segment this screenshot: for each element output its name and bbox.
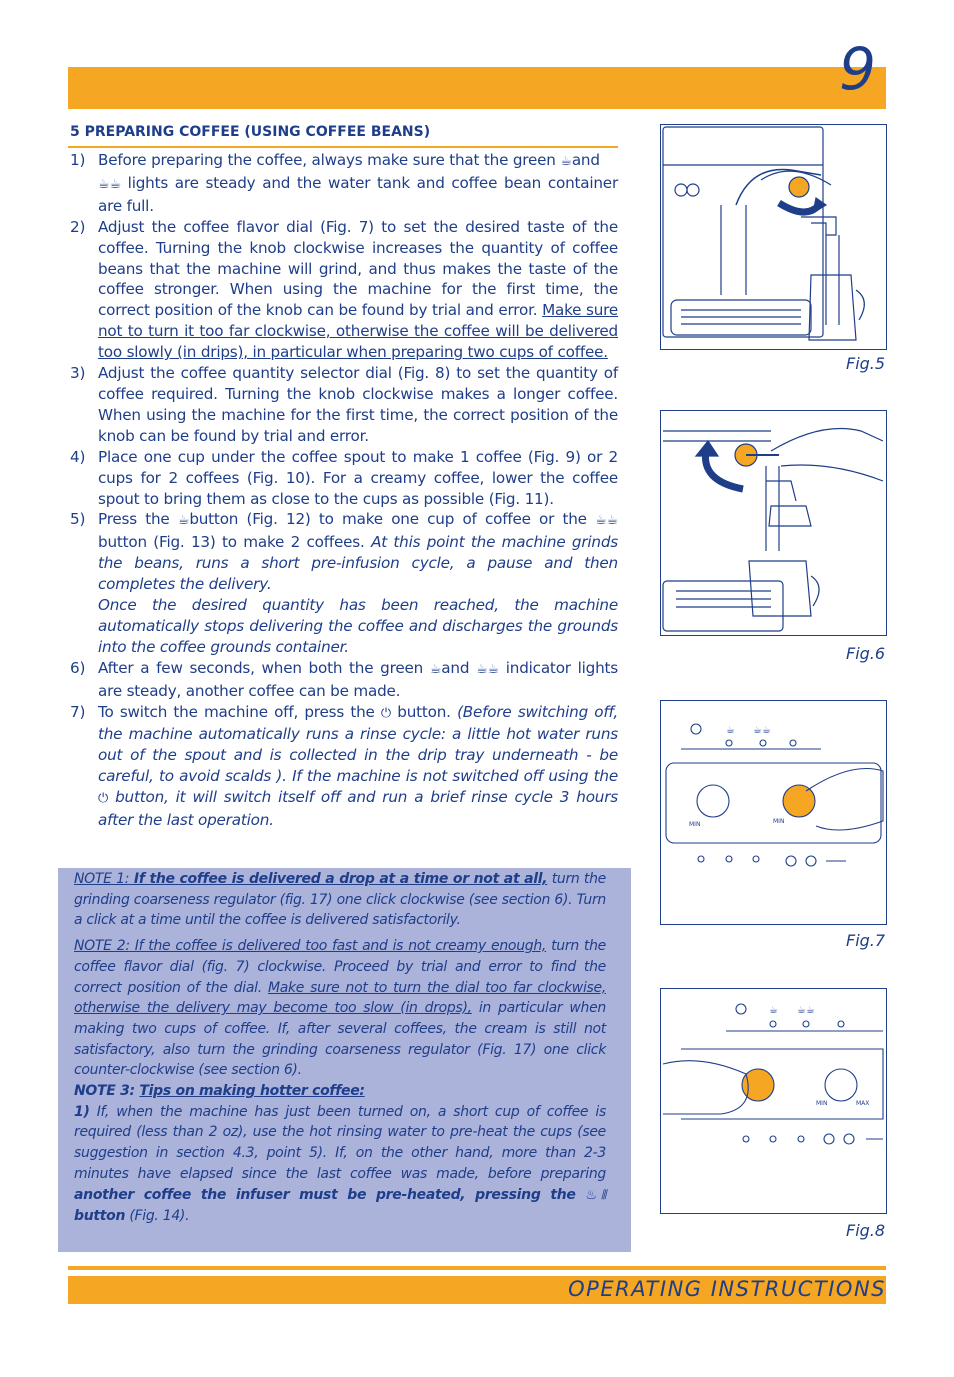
power-icon: ⏻ (98, 791, 109, 807)
step-4: 4) Place one cup under the coffee spout to make 1 coffee (Fig. 9) or 2 cups for 2 coffees (Fig. 10). For a creamy coffee, lower the coffee spout to bring them as close to the cups as possible (Fig. 11). (70, 447, 618, 508)
step-5: 5) Press the ☕button (Fig. 12) to make one cup of coffee or the ☕☕ button (Fig. 13) to make 2 coffees. At this point the machine grinds the beans, runs a short pre-infusion cycle, a pause and then completes the delivery. Once the desired quantity has been reached, the machine automatically stops delivering the coffee and discharges the grounds into the coffee grounds container. (70, 510, 618, 656)
footer-title: OPERATING INSTRUCTIONS (568, 1277, 886, 1301)
two-cups-icon: ☕☕ (476, 661, 499, 677)
two-cups-icon: ☕☕ (98, 176, 121, 192)
svg-text:☕: ☕ (769, 1005, 778, 1016)
figure-8-illustration (660, 988, 887, 1214)
svg-text:MIN: MIN (816, 1100, 828, 1107)
svg-text:☕: ☕ (726, 725, 735, 736)
header-bar (68, 67, 886, 109)
one-cup-icon: ☕ (429, 661, 442, 677)
figure-6-illustration (660, 410, 887, 636)
figure-6-label: Fig.6 (846, 644, 886, 663)
step-3: 3) Adjust the coffee quantity selector dial (Fig. 8) to set the quantity of coffee required. Turning the knob clockwise makes a longer coffee. When using the machine for the first time, the correct position of the knob can be found by trial and error. (70, 364, 618, 445)
instructions-body (70, 150, 618, 831)
svg-text:MIN: MIN (773, 818, 785, 825)
notes-text (74, 869, 606, 1232)
one-cup-icon: ☕ (177, 513, 190, 529)
figure-5-label: Fig.5 (846, 354, 886, 373)
footer-rule (68, 1266, 886, 1270)
step-2: 2) Adjust the coffee flavor dial (Fig. 7) to set the desired taste of the coffee. Turning the knob clockwise increases the quantity of coffee beans that the machine will grind, and thus makes the taste of the coffee stronger. When using the machine for the first time, the correct position of the knob can be found by trial and error. Make sure not to turn it too far clockwise, otherwise the coffee will be delivered too slowly (in drips), in particular when preparing two cups of coffee. (70, 217, 619, 362)
step-6: 6) After a few seconds, when both the green ☕and ☕☕ indicator lights are steady, another coffee can be made. (70, 658, 618, 700)
svg-text:MIN: MIN (689, 821, 701, 828)
svg-text:☕☕: ☕☕ (753, 725, 771, 736)
page-number: 9 (839, 35, 876, 103)
note-2: NOTE 2: If the coffee is delivered too fast and is not creamy enough, turn the coffee flavor dial (fig. 7) clockwise. Proceed by trial and error to find the correct position of the dial. Make sure not to turn the dial too far clockwise, otherwise the delivery may become too slow (in drops), in particular when making two cups of coffee. If, after several coffees, the cream is still not satisfactory, also turn the grinding coarseness regulator (Fig. 17) one click counter-clockwise (see section 6). NOTE 3: Tips on making hotter coffee: 1) If, when the machine has just been turned on, a short cup of coffee is required (less than 2 oz), use the hot rinsing water to pre-heat the cups (see suggestion in section 4.3, point 5). If, on the other hand, more than 2-3 minutes have elapsed since the last coffee was made, before preparing another coffee the infuser must be pre-heated, pressing the ♨ ⦀ button (Fig. 14). (74, 938, 607, 1225)
section-title: 5 PREPARING COFFEE (USING COFFEE BEANS) (70, 124, 431, 140)
figure-7-label: Fig.7 (846, 931, 886, 950)
svg-text:MAX: MAX (856, 1100, 870, 1107)
figure-7-illustration (660, 700, 887, 925)
note-1: NOTE 1: If the coffee is delivered a drop at a time or not at all, turn the grinding coarseness regulator (fig. 17) one click clockwise (see section 6). Turn a click at a time until the coffee is delivered satisfactorily. (74, 871, 606, 929)
section-title-rule (68, 146, 618, 148)
svg-text:☕☕: ☕☕ (797, 1005, 815, 1016)
power-icon: ⏻ (380, 705, 392, 721)
one-cup-icon: ☕ (560, 154, 572, 169)
step-7: 7) To switch the machine off, press the ⏻ button. (Before switching off, the machine automatically runs a rinse cycle: a little hot water runs out of the spout and is collected in the drip tray underneath - be careful, to avoid scalds ). If the machine is not switched off using the ⏻ button, it will switch itself off and run a brief rinse cycle 3 hours after the last operation. (70, 702, 619, 830)
step-1: 1) Before preparing the coffee, always make sure that the green ☕and ☕☕ lights are steady and the water tank and coffee bean container are full. (70, 151, 618, 215)
figure-5-illustration (660, 124, 887, 350)
steam-icon: ♨ ⦀ (585, 1187, 606, 1203)
figure-8-label: Fig.8 (846, 1221, 886, 1240)
two-cups-icon: ☕☕ (595, 513, 618, 529)
